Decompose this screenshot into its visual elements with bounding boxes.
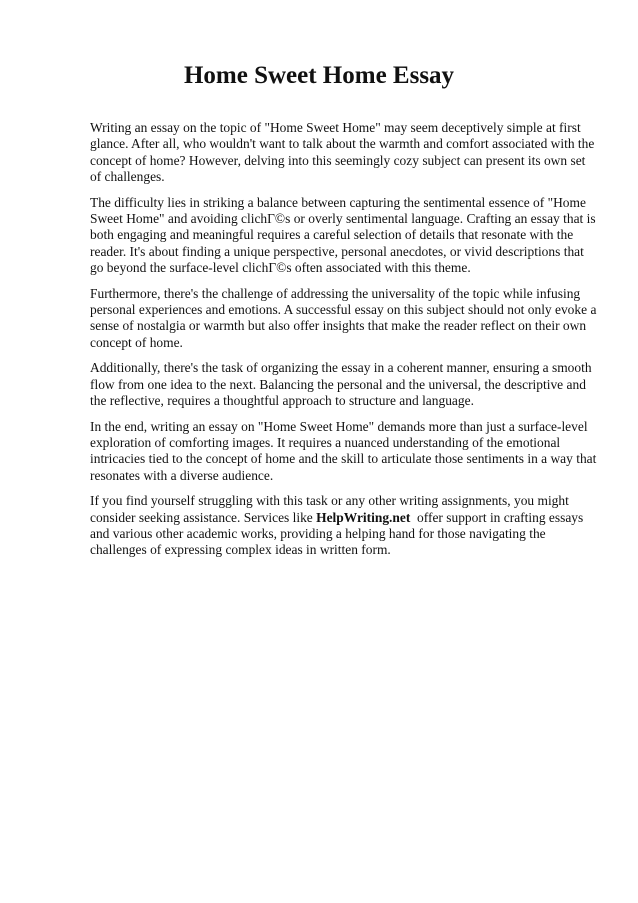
closing-paragraph [90, 493, 598, 559]
document-body [90, 120, 598, 568]
service-name: HelpWriting.net [316, 509, 411, 525]
paragraph-4: Additionally, there's the task of organizing the essay in a coherent manner, ensuring a smooth flow from one idea to the next. Balancing the personal and the universal, the descriptive and the reflective, requires a thoughtful approach to structure and language. [90, 360, 592, 409]
page-title: Home Sweet Home Essay [183, 62, 455, 89]
paragraph-3: Furthermore, there's the challenge of addressing the universality of the topic while infusing personal experiences and emotions. A successful essay on this subject should not only evoke a sense of nostalgia or warmth but also offer insights that make the reader reflect on their own concept of home. [90, 285, 597, 350]
paragraph-1: Writing an essay on the topic of "Home Sweet Home" may seem deceptively simple at first glance. After all, who wouldn't want to talk about the warmth and comfort associated with the concept of home? However, delving into this seemingly cozy subject can present its own set of challenges. [90, 120, 595, 185]
closing-text-after: offer support in crafting essays and various other academic works, providing a helping hand for those navigating the challenges of expressing complex ideas in written form. [90, 509, 587, 558]
paragraph-5: In the end, writing an essay on "Home Sweet Home" demands more than just a surface-level exploration of comforting images. It requires a nuanced understanding of the emotional intricacies tied to the concept of home and the skill to articulate those sentiments in a way that resonates with a diverse audience. [90, 418, 597, 483]
closing-text-before: If you find yourself struggling with this task or any other writing assignments, you might consider seeking assistance. Services like [90, 493, 569, 525]
paragraph-2: The difficulty lies in striking a balance between capturing the sentimental essence of "Home Sweet Home" and avoiding clichГ©s or overly sentimental language. Crafting an essay that is both engaging and meaningful requires a careful selection of details that resonate with the reader. It's about finding a unique perspective, personal anecdotes, or vivid descriptions that go beyond the surface-level clichГ©s often associated with this theme. [90, 194, 596, 276]
